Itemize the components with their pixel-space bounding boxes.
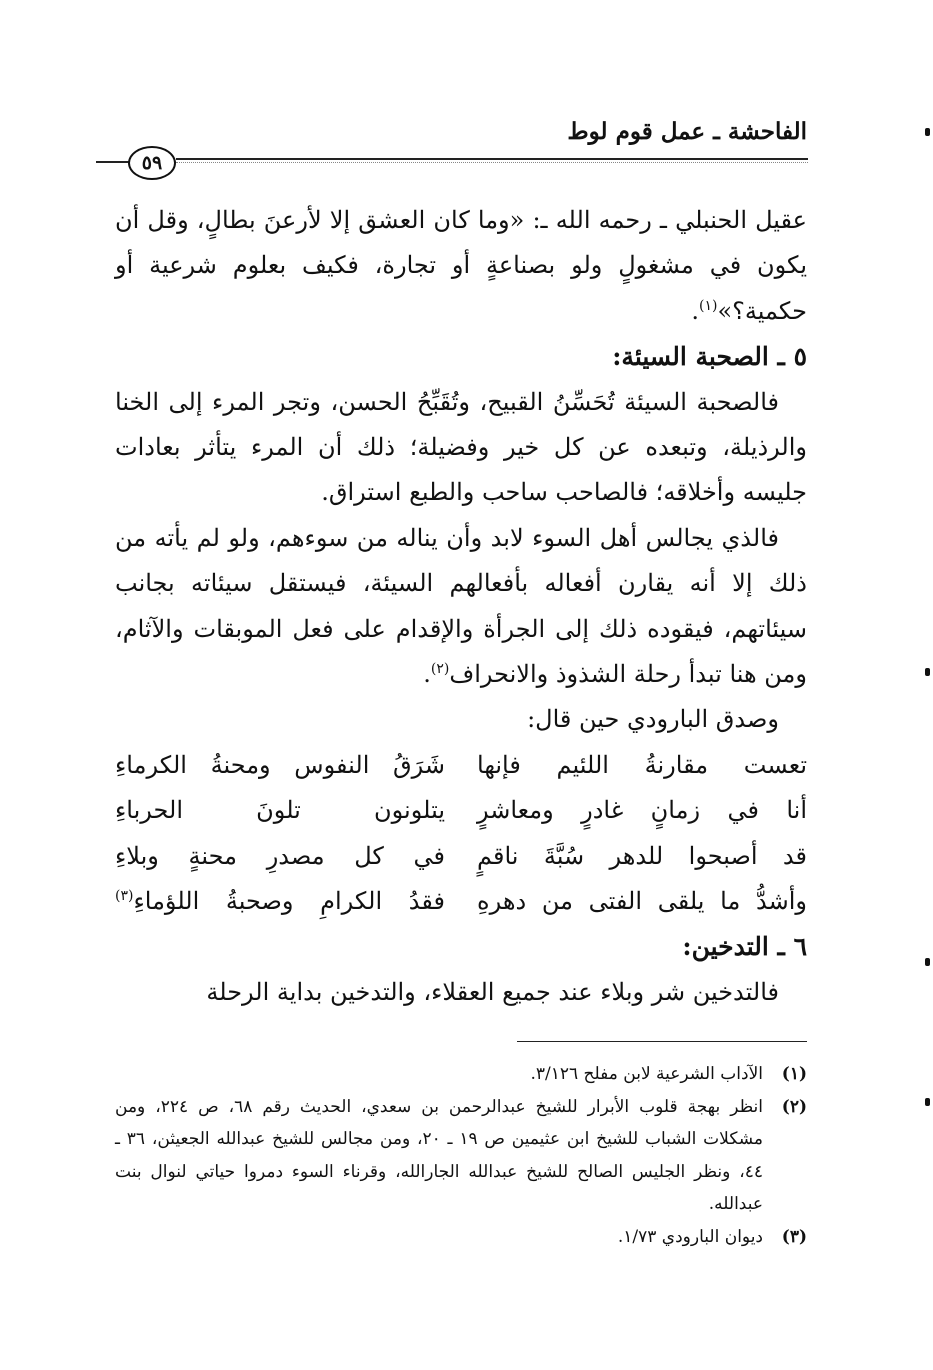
paragraph-smoking: فالتدخين شر وبلاء عند جميع العقلاء، والتدخين بداية الرحلة [206, 977, 779, 1006]
verse-introduction: وصدق البارودي حين قال: [527, 705, 779, 734]
header-rule [96, 158, 808, 166]
scan-edge-mark [925, 1098, 930, 1106]
footnote-text: ديوان البارودي ١/٧٣. [617, 1226, 763, 1247]
verse-second-hemistich: يتلونون تلونَ الحرباءِ [115, 796, 445, 825]
paragraph-text: فالذي يجالس أهل السوء لابد وأن يناله من سوءهم، ولو لم يأته من ذلك إلا أنه يقارن أفعاله بأفعالهم السيئة، فيستقل سيئاته بجانب سيئاتهم، فيقوده ذلك إلى الجرأة والإقدام على فعل الموبقات والآثام، ومن هنا تبدأ رحلة الشذوذ والانحراف [115, 523, 807, 689]
footnote-text: انظر بهجة قلوب الأبرار للشيخ عبدالرحمن بن سعدي، الحديث رقم ٦٨، ص ٢٢٤، ومن مشكلات الشباب للشيخ ابن عثيمين ص ١٩ ـ ٢٠، ومن مجالس للشيخ عبدالله الجعيثن، ٣٦ ـ ٤٤، ونظر الجليس الصالح للشيخ عبدالله الجارالله، وقرناء السوء دمروا حياتي لنوال بنت عبدالله. [115, 1096, 763, 1214]
paragraph-sitting-with-evil: فالذي يجالس أهل السوء لابد وأن يناله من سوءهم، ولو لم يأته من ذلك إلا أنه يقارن أفعاله بأفعالهم السيئة، فيستقل سيئاته بجانب سيئاتهم، فيقوده ذلك إلى الجرأة والإقدام على فعل الموبقات والآثام، ومن هنا تبدأ رحلة الشذوذ والانحراف$^{(٢)}$. [115, 523, 807, 689]
header-rule-left-segment [96, 161, 132, 163]
footnote [115, 1058, 807, 1091]
main-text [115, 198, 807, 1015]
footnote-ref: (١) [699, 297, 718, 314]
verse-first-hemistich: أنا في زمانٍ غادرٍ ومعاشرٍ [477, 796, 807, 825]
paragraph-ibn-aqil-quote: عقيل الحنبلي ـ رحمه الله ـ: «وما كان العشق إلا لأرعنَ بطالٍ، وقل أن يكون في مشغولٍ ولو بصناعةٍ أو تجارة، فكيف بعلوم شرعية أو حكمية؟»$^{(١)}$. [115, 206, 807, 325]
footnote-number: (١) [781, 1064, 807, 1084]
poem-verse [115, 743, 807, 788]
verse-second-hemistich [115, 879, 445, 924]
footnote-number: (٢) [781, 1096, 807, 1117]
poem-verse [115, 879, 807, 924]
poem [115, 743, 807, 925]
header-rule-dotted-line [176, 162, 808, 165]
footnote [115, 1221, 807, 1254]
verse-second-hemistich: شَرَقُ النفوس ومحنةُ الكرماءِ [115, 750, 445, 779]
paragraph-bad-company: فالصحبة السيئة تُحَسِّنُ القبيح، وتُقَبِّحُ الحسن، وتجر المرء إلى الخنا والرذيلة، وتبعده عن كل خير وفضيلة؛ ذلك أن المرء يتأثر بعادات جليسه وأخلاقه؛ فالصاحب ساحب والطبع استراق. [115, 387, 807, 507]
verse-second-hemistich: في كل مصدرِ محنةٍ وبلاءِ [115, 841, 445, 870]
verse-first-hemistich: قد أصبحوا للدهر سُبَّةَ ناقمٍ [477, 841, 807, 870]
footnote-separator [517, 1041, 807, 1042]
scan-edge-mark [925, 128, 930, 136]
footnote-text: الآداب الشرعية لابن مفلح ٣/١٢٦. [530, 1064, 763, 1084]
verse-first-hemistich: تعست مقارنةُ اللئيم فإنها [477, 750, 807, 779]
scan-edge-mark [925, 958, 930, 966]
footnote-ref: (٢) [430, 661, 450, 678]
poem-verse [115, 834, 807, 879]
section-heading-bad-company: ٥ ـ الصحبة السيئة: [612, 342, 807, 372]
paragraph-text: عقيل الحنبلي ـ رحمه الله ـ: «وما كان العشق إلا لأرعنَ بطالٍ، وقل أن يكون في مشغولٍ ولو بصناعةٍ أو تجارة، فكيف بعلوم شرعية أو حكمية؟» [115, 206, 807, 325]
footnote-ref: (٣) [115, 888, 134, 905]
section-heading-smoking: ٦ ـ التدخين: [682, 932, 807, 962]
hemistich-text: فقدُ الكرامِ وصحبةُ اللؤماءِ [133, 887, 445, 916]
footnote [115, 1091, 807, 1221]
poem-verse [115, 788, 807, 833]
header-rule-main-line [176, 158, 808, 160]
scan-edge-mark [925, 668, 930, 676]
footnotes [115, 1058, 807, 1253]
page-number: ٥٩ [128, 146, 176, 180]
running-title: الفاحشة ـ عمل قوم لوط [567, 118, 807, 145]
footnote-number: (٣) [781, 1226, 807, 1247]
verse-first-hemistich: وأشدُّ ما يلقى الفتى من دهرهِ [477, 887, 807, 916]
